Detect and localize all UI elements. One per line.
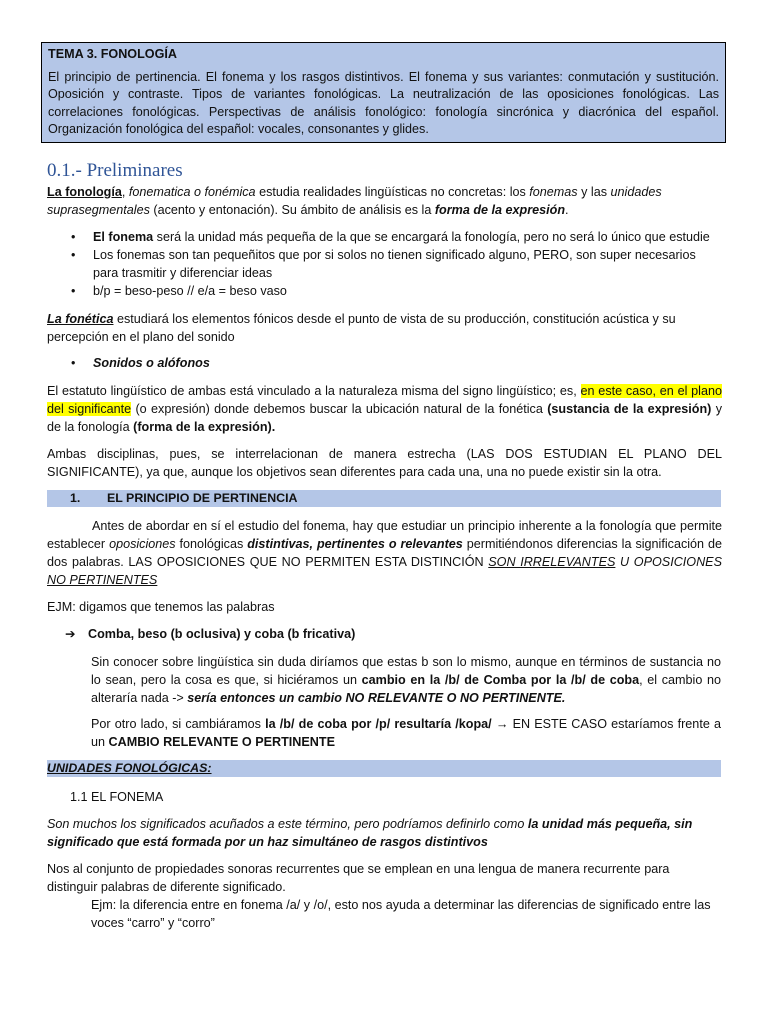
subsection-fonema: 1.1 EL FONEMA — [70, 790, 164, 804]
paragraph-fonetica: La fonética estudiará los elementos fónicos desde el punto de vista de su producción, constitución acústica y su percepción en el plano del sonido — [47, 312, 676, 344]
term-fonologia: La fonología — [47, 185, 122, 199]
section-bar-unidades: UNIDADES FONOLÓGICAS: — [47, 760, 721, 777]
highlighted-text: en este caso, en el plano del significante — [47, 384, 722, 416]
topic-title: TEMA 3. FONOLOGÍA — [48, 47, 177, 61]
section-heading-preliminares: 0.1.- Preliminares — [47, 160, 183, 181]
list-item: • b/p = beso-peso // e/a = beso vaso — [71, 284, 287, 298]
arrow-item: ➔ Comba, beso (b oclusiva) y coba (b fricativa) — [65, 627, 356, 641]
paragraph-principio: Antes de abordar en sí el estudio del fonema, hay que estudiar un principio inherente a la fonología que permite establecer oposiciones fonológicas distintivas, pertinentes o relevantes permitiéndonos diferencias la significación de dos palabras. LAS OPOSICIONES QUE NO PERMITEN ESTA DISTINCIÓN SON IRRELEVANTES U OPOSICIONES NO PERTINENTES — [47, 519, 723, 587]
list-item: • Los fonemas son tan pequeñitos que por si solos no tienen significado alguno, PERO, son super necesarios para trasmitir y diferenciar ideas — [71, 248, 696, 280]
bullet-list-sonidos — [47, 354, 722, 372]
list-item: • Sonidos o alófonos — [71, 356, 210, 370]
topic-summary-box — [41, 42, 726, 143]
paragraph-ejemplo: EJM: digamos que tenemos las palabras — [47, 600, 275, 614]
term-fonetica: La fonética — [47, 312, 114, 326]
paragraph-estatuto: El estatuto lingüístico de ambas está vinculado a la naturaleza misma del signo lingüístico; es, en este caso, en el plano del significante (o expresión) donde debemos buscar la ubicación natural de la fonética (sustancia de la expresión) y de la fonología (forma de la expresión). — [47, 384, 723, 434]
section-bar-principio: 1. EL PRINCIPIO DE PERTINENCIA — [47, 490, 721, 507]
paragraph-ambas: Ambas disciplinas, pues, se interrelacionan de manera estrecha (LAS DOS ESTUDIAN EL PLANO DEL SIGNIFICANTE), ya que, aunque los objetivos sean diferentes para cada una, una no puede existir sin la otra. — [47, 447, 722, 479]
alt-terms: fonematica o fonémica — [128, 185, 256, 199]
arrow-right-icon: ➔ — [65, 627, 76, 641]
bullet-list-fonema — [47, 228, 722, 300]
paragraph-definicion: Son muchos los significados acuñados a este término, pero podríamos definirlo como la unidad más pequeña, sin significado que está formada por un haz simultáneo de rasgos distintivos — [47, 817, 693, 849]
paragraph-fonologia: La fonología, fonematica o fonémica estudia realidades lingüísticas no concretas: los fonemas y las unidades suprasegmentales (acento y entonación). Su ámbito de análisis es la forma de la expresión. — [47, 185, 662, 217]
paragraph-conjunto: Nos al conjunto de propiedades sonoras recurrentes que se emplean en una lengua de manera recurrente para distinguir palabras de diferente significado. — [47, 862, 670, 894]
paragraph-ejm-carro: Ejm: la diferencia entre en fonema /a/ y /o/, esto nos ayuda a determinar las diferencias de significado entre las voces “carro” y “corro” — [91, 898, 711, 930]
paragraph-coba: Por otro lado, si cambiáramos la /b/ de coba por /p/ resultaría /kopa/ → EN ESTE CASO estaríamos frente a un CAMBIO RELEVANTE O PERTINENTE — [91, 717, 721, 749]
list-item: • El fonema será la unidad más pequeña de la que se encargará la fonología, pero no será lo único que estudie — [71, 230, 710, 244]
topic-summary: El principio de pertinencia. El fonema y los rasgos distintivos. El fonema y sus variantes: conmutación y sustitución. Oposición y contraste. Tipos de variantes fonológicas. La neutralización de las oposiciones fonológicas. Las correlaciones fonológicas. Perspectivas de análisis fonológico: fonología sincrónica y diacrónica del español. Organización fonológica del español: vocales, consonantes y glides. — [48, 70, 719, 136]
paragraph-comba: Sin conocer sobre lingüística sin duda diríamos que estas b son lo mismo, aunque en términos de sustancia no lo sean, pero la cosa es que, si hiciéramos un cambio en la /b/ de Comba por la /b/ de coba, el cambio no alteraría nada -> sería entonces un cambio NO RELEVANTE O NO PERTINENTE. — [91, 655, 722, 705]
